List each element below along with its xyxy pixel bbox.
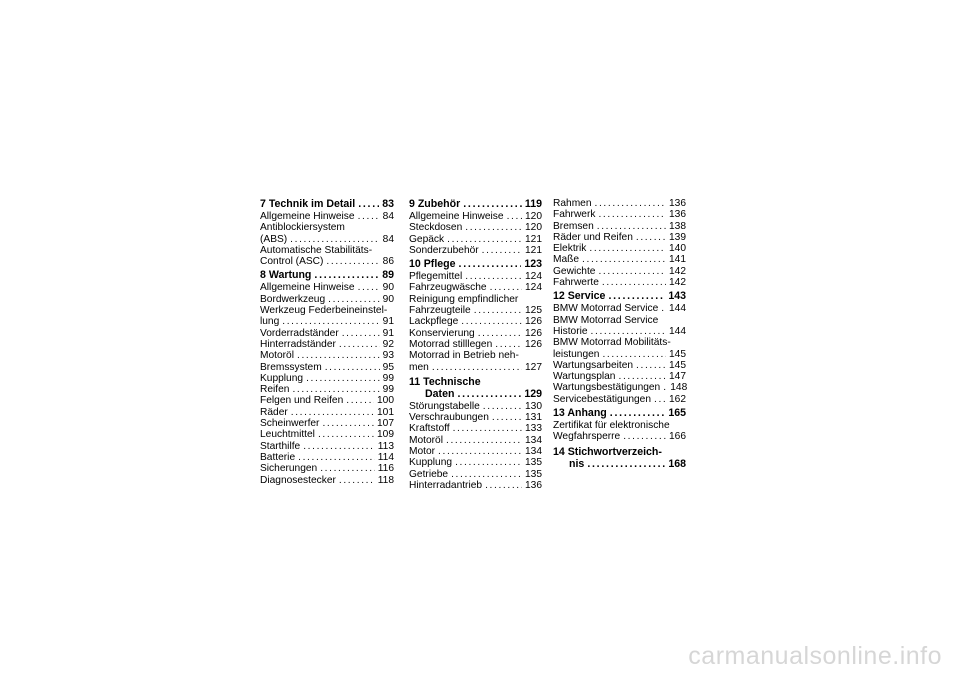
toc-entry-title: Fahrzeugteile [409, 305, 471, 317]
dot-leader [663, 382, 667, 393]
toc-page-number: 138 [669, 220, 686, 232]
toc-entry[interactable] [553, 277, 686, 288]
dot-leader [339, 475, 375, 486]
toc-page-number: 144 [669, 325, 686, 337]
dot-leader [507, 211, 522, 222]
toc-page-number: 136 [525, 479, 542, 491]
dot-leader [297, 350, 380, 361]
toc-page-number: 129 [524, 387, 542, 400]
dot-leader [290, 234, 379, 245]
toc-entry-text: Antiblockiersystem [260, 222, 345, 234]
toc-entry-title: Maße [553, 254, 580, 266]
toc-entry[interactable] [553, 349, 686, 360]
toc-page-number: 133 [525, 423, 542, 435]
toc-entry-title: Hinterradständer [260, 338, 336, 350]
dot-leader [328, 294, 380, 305]
toc-page-number: 136 [669, 209, 686, 221]
toc-page-number: 86 [382, 256, 394, 268]
toc-page-number: 145 [669, 348, 686, 360]
dot-leader [326, 256, 379, 267]
toc-page-number: 121 [525, 233, 542, 245]
dot-leader [463, 198, 522, 210]
toc-page-number: 116 [377, 463, 394, 475]
toc-entry-title: Bremsen [553, 220, 594, 232]
dot-leader [358, 198, 379, 210]
toc-entry-title: Verschraubungen [409, 412, 489, 424]
dot-leader [465, 271, 522, 282]
toc-entry-title: 13 Anhang [553, 407, 607, 420]
toc-entry[interactable] [553, 326, 686, 337]
toc-entry-title: men [409, 361, 429, 373]
toc-entry-text: Automatische Stabilitäts- [260, 244, 373, 256]
toc-chapter[interactable] [260, 198, 394, 210]
toc-entry-title: Wegfahrsperre [553, 431, 621, 443]
toc-chapter-title: 14 Stichwortverzeich- [553, 445, 662, 458]
toc-entry-title: Gewichte [553, 265, 596, 277]
toc-entry[interactable] [409, 328, 542, 339]
dot-leader [495, 339, 522, 350]
toc-page-number: 135 [525, 468, 542, 480]
toc-entry-title: lung [260, 316, 280, 328]
toc-entry-title: Sicherungen [260, 463, 318, 475]
toc-page-number: 124 [525, 271, 542, 283]
toc-entry-title: Wartungsarbeiten [553, 359, 634, 371]
toc-column-1 [260, 198, 394, 486]
toc-page-number: 126 [525, 327, 542, 339]
toc-entry[interactable] [409, 480, 542, 491]
dot-leader [455, 457, 522, 468]
toc-entry-title: Starthilfe [260, 440, 301, 452]
toc-page-number: 118 [377, 474, 394, 486]
toc-entry-title: Allgemeine Hinweise [260, 282, 355, 294]
toc-page-number: 99 [382, 384, 394, 396]
dot-leader [602, 277, 666, 288]
toc-entry-text: BMW Motorrad Service [553, 314, 659, 326]
dot-leader [342, 328, 380, 339]
toc-entry[interactable] [553, 394, 686, 405]
dot-leader [474, 305, 522, 316]
toc-entry-title: Bremssystem [260, 361, 322, 373]
toc-entry-title: Wartungsbestätigungen [553, 382, 661, 394]
dot-leader [661, 303, 666, 314]
toc-chapter[interactable] [260, 269, 394, 281]
toc-page-number: 140 [669, 243, 686, 255]
toc-entry-title: Motoröl [260, 350, 294, 362]
toc-entry-title: Bordwerkzeug [260, 293, 326, 305]
toc-page-number: 147 [669, 371, 686, 383]
toc-entry[interactable] [409, 401, 542, 412]
toc-entry[interactable] [260, 452, 394, 463]
toc-entry-text: Motorrad in Betrieb neh- [409, 350, 519, 362]
toc-page-number: 93 [382, 350, 394, 362]
dot-leader [636, 360, 666, 371]
dot-leader [446, 435, 522, 446]
toc-page-number: 113 [377, 440, 394, 452]
toc-page-number: 165 [668, 407, 686, 420]
toc-entry-title: Allgemeine Hinweise [409, 211, 504, 222]
toc-page-number: 83 [382, 198, 394, 210]
toc-entry-title: BMW Motorrad Service [553, 303, 659, 315]
dot-leader [610, 407, 666, 419]
toc-page-number: 109 [377, 429, 394, 441]
toc-entry[interactable] [260, 294, 394, 305]
dot-leader [432, 362, 522, 373]
toc-page-number: 142 [669, 265, 686, 277]
dot-leader [303, 441, 375, 452]
dot-leader [292, 384, 379, 395]
toc-entry[interactable] [260, 328, 394, 339]
toc-page-number: 134 [525, 446, 542, 458]
toc-entry-title: Fahrwerk [553, 209, 596, 221]
toc-entry-title: Kraftstoff [409, 423, 450, 435]
toc-page-number: 89 [382, 269, 394, 282]
toc-page-number: 124 [525, 282, 542, 294]
toc-entry-title: Räder und Reifen [553, 231, 633, 243]
toc-entry[interactable] [260, 282, 394, 293]
toc-entry-title: Motorrad stilllegen [409, 338, 493, 350]
dot-leader [358, 211, 380, 222]
toc-entry-title: Vorderradständer [260, 327, 339, 339]
toc-entry[interactable] [409, 412, 542, 423]
toc-entry[interactable] [260, 384, 394, 395]
toc-entry[interactable] [409, 339, 542, 350]
dot-leader [438, 446, 522, 457]
dot-leader [453, 423, 522, 434]
dot-leader [298, 452, 375, 463]
toc-entry-title: 9 Zubehör [409, 198, 461, 210]
toc-chapter[interactable] [409, 388, 542, 400]
toc-entry-title: nis [569, 457, 585, 470]
toc-entry-title: Hinterradantrieb [409, 479, 483, 491]
toc-page-number: 144 [669, 303, 686, 315]
dot-leader [492, 412, 522, 423]
toc-page-number: 101 [377, 406, 394, 418]
toc-page-number: 92 [382, 338, 394, 350]
toc-page-number: 148 [670, 382, 688, 394]
toc-column-2 [409, 198, 542, 491]
toc-chapter[interactable] [553, 458, 686, 470]
toc-entry[interactable] [260, 256, 394, 267]
dot-leader [451, 469, 522, 480]
dot-leader [654, 394, 666, 405]
toc-entry[interactable] [553, 431, 686, 442]
toc-page-number: 135 [525, 457, 542, 469]
toc-entry-title: leistungen [553, 348, 600, 360]
toc-page-number: 131 [525, 412, 542, 424]
toc-entry[interactable] [260, 339, 394, 350]
dot-leader [598, 209, 666, 220]
toc-chapter[interactable] [553, 407, 686, 419]
toc-entry-title: Historie [553, 325, 588, 337]
toc-entry[interactable] [553, 360, 686, 371]
toc-entry[interactable] [260, 407, 394, 418]
dot-leader [598, 266, 666, 277]
toc-page-number: 120 [525, 211, 542, 222]
toc-entry[interactable] [553, 243, 686, 254]
dot-leader [282, 316, 379, 327]
toc-entry[interactable] [260, 475, 394, 486]
toc-entry[interactable] [553, 303, 686, 314]
toc-entry-title: Allgemeine Hinweise [260, 211, 355, 222]
toc-entry-title: Getriebe [409, 468, 449, 480]
dot-leader [358, 282, 380, 293]
toc-entry[interactable] [260, 350, 394, 361]
toc-page-number: 166 [669, 431, 686, 443]
toc-page-number: 141 [669, 254, 686, 266]
toc-entry[interactable] [553, 198, 686, 209]
toc-entry[interactable] [553, 232, 686, 243]
toc-entry-title: Rahmen [553, 198, 592, 209]
toc-entry-title: Sonderzubehör [409, 244, 479, 256]
toc-chapter-title: 11 Technische [409, 375, 481, 388]
toc-page-number: 114 [377, 451, 394, 463]
toc-entry[interactable] [409, 305, 542, 316]
toc-entry-title: 12 Service [553, 290, 606, 303]
toc-entry[interactable] [553, 382, 686, 393]
dot-leader [291, 407, 374, 418]
toc-entry[interactable] [553, 266, 686, 277]
toc-entry[interactable] [409, 211, 542, 222]
toc-page-number: 136 [669, 198, 686, 209]
toc-page-number: 90 [382, 293, 394, 305]
toc-entry[interactable] [553, 371, 686, 382]
toc-entry[interactable] [260, 418, 394, 429]
toc-page-number: 127 [525, 361, 542, 373]
dot-leader [346, 395, 374, 406]
dot-leader [490, 282, 522, 293]
toc-entry-title: Leuchtmittel [260, 429, 315, 441]
dot-leader [482, 245, 522, 256]
toc-entry-text: Zertifikat für elektronische [553, 420, 670, 432]
toc-entry-title: Scheinwerfer [260, 418, 320, 430]
toc-entry-title: (ABS) [260, 233, 288, 245]
toc-entry-title: Daten [425, 387, 455, 400]
toc-entry-title: 10 Pflege [409, 258, 456, 271]
dot-leader [591, 326, 666, 337]
dot-leader [597, 221, 666, 232]
toc-entry[interactable] [553, 209, 686, 220]
toc-column-3 [553, 198, 686, 471]
dot-leader [589, 243, 666, 254]
toc-entry[interactable] [409, 282, 542, 293]
toc-page-number: 99 [382, 372, 394, 384]
dot-leader [608, 290, 665, 302]
toc-page-number: 107 [377, 418, 394, 430]
toc-page-number: 84 [382, 211, 394, 222]
dot-leader [465, 222, 522, 233]
toc-entry-text: Werkzeug Federbeineinstel- [260, 305, 388, 317]
toc-entry-title: Lackpflege [409, 316, 459, 328]
toc-entry-title: Steckdosen [409, 222, 463, 234]
toc-entry[interactable] [409, 446, 542, 457]
toc-entry[interactable] [260, 429, 394, 440]
dot-leader [478, 328, 522, 339]
toc-page-number: 134 [525, 434, 542, 446]
toc-page-number: 84 [382, 233, 394, 245]
toc-entry[interactable] [553, 254, 686, 265]
dot-leader [618, 371, 666, 382]
toc-entry[interactable] [260, 395, 394, 406]
dot-leader [461, 316, 522, 327]
dot-leader [447, 234, 522, 245]
toc-entry[interactable] [260, 373, 394, 384]
dot-leader [320, 463, 375, 474]
toc-page-number: 139 [669, 231, 686, 243]
dot-leader [314, 269, 379, 281]
toc-entry-title: Elektrik [553, 243, 587, 255]
dot-leader [318, 429, 374, 440]
dot-leader [623, 431, 666, 442]
toc-entry-title: Motoröl [409, 434, 443, 446]
dot-leader [483, 401, 522, 412]
toc-page-number: 91 [382, 316, 394, 328]
toc-entry[interactable] [409, 316, 542, 327]
toc-page-number: 100 [377, 395, 394, 407]
toc-entry[interactable] [409, 362, 542, 373]
toc-page-number: 91 [382, 327, 394, 339]
toc-entry-title: Kupplung [409, 457, 453, 469]
toc-page-number: 123 [524, 258, 542, 271]
toc-page-number: 95 [382, 361, 394, 373]
dot-leader [582, 254, 666, 265]
toc-entry[interactable] [409, 435, 542, 446]
toc-entry[interactable] [409, 469, 542, 480]
toc-entry-title: Kupplung [260, 372, 304, 384]
dot-leader [306, 373, 380, 384]
toc-entry[interactable] [260, 362, 394, 373]
dot-leader [325, 362, 380, 373]
dot-leader [636, 232, 666, 243]
toc-page-number: 168 [668, 457, 686, 470]
toc-entry-title: Pflegemittel [409, 271, 463, 283]
toc-entry-title: Fahrwerte [553, 277, 599, 289]
toc-entry-title: Fahrzeugwäsche [409, 282, 487, 294]
toc-page-number: 142 [669, 277, 686, 289]
toc-page-number: 126 [525, 316, 542, 328]
toc-page-number: 143 [668, 290, 686, 303]
watermark-text: carmanualsonline.info [688, 642, 942, 670]
toc-entry[interactable] [260, 463, 394, 474]
toc-entry-title: Konservierung [409, 327, 475, 339]
toc-entry[interactable] [553, 221, 686, 232]
dot-leader [587, 458, 665, 470]
dot-leader [595, 198, 666, 209]
toc-entry[interactable] [409, 234, 542, 245]
toc-entry-title: Reifen [260, 384, 290, 396]
toc-page-number: 162 [669, 393, 686, 405]
toc-entry[interactable] [260, 211, 394, 222]
toc-entry-title: 8 Wartung [260, 269, 312, 282]
toc-entry[interactable] [260, 441, 394, 452]
toc-chapter[interactable] [409, 198, 542, 210]
toc-entry-title: Control (ASC) [260, 256, 324, 268]
toc-entry-title: Batterie [260, 451, 296, 463]
toc-page-number: 126 [525, 338, 542, 350]
dot-leader [459, 258, 522, 270]
toc-entry[interactable] [409, 222, 542, 233]
toc-page-number: 121 [525, 244, 542, 256]
toc-page-number: 90 [382, 282, 394, 294]
toc-page-number: 119 [524, 198, 542, 210]
toc-entry[interactable] [409, 271, 542, 282]
toc-page-number: 130 [525, 400, 542, 412]
toc-chapter[interactable] [553, 290, 686, 302]
toc-page-number: 145 [669, 359, 686, 371]
toc-entry-text: BMW Motorrad Mobilitäts- [553, 337, 671, 349]
toc-chapter[interactable] [409, 258, 542, 270]
dot-leader [322, 418, 374, 429]
toc-entry[interactable] [260, 316, 394, 327]
toc-entry[interactable] [409, 245, 542, 256]
dot-leader [339, 339, 380, 350]
toc-page-number: 125 [525, 305, 542, 317]
toc-entry-title: Diagnosestecker [260, 474, 336, 486]
toc-entry[interactable] [409, 457, 542, 468]
toc-entry-title: Gepäck [409, 233, 445, 245]
toc-entry[interactable] [260, 234, 394, 245]
toc-entry-title: 7 Technik im Detail [260, 198, 356, 210]
toc-entry-title: Störungstabelle [409, 400, 480, 412]
toc-entry-title: Servicebestätigungen [553, 393, 651, 405]
toc-entry-title: Motor [409, 446, 436, 458]
dot-leader [457, 388, 521, 400]
toc-page-number: 120 [525, 222, 542, 234]
toc-entry-title: Wartungsplan [553, 371, 616, 383]
toc-entry[interactable] [409, 423, 542, 434]
dot-leader [602, 349, 666, 360]
toc-entry-text: Reinigung empfindlicher [409, 293, 519, 305]
toc-entry-title: Felgen und Reifen [260, 395, 344, 407]
toc-entry-title: Räder [260, 406, 288, 418]
dot-leader [485, 480, 522, 491]
